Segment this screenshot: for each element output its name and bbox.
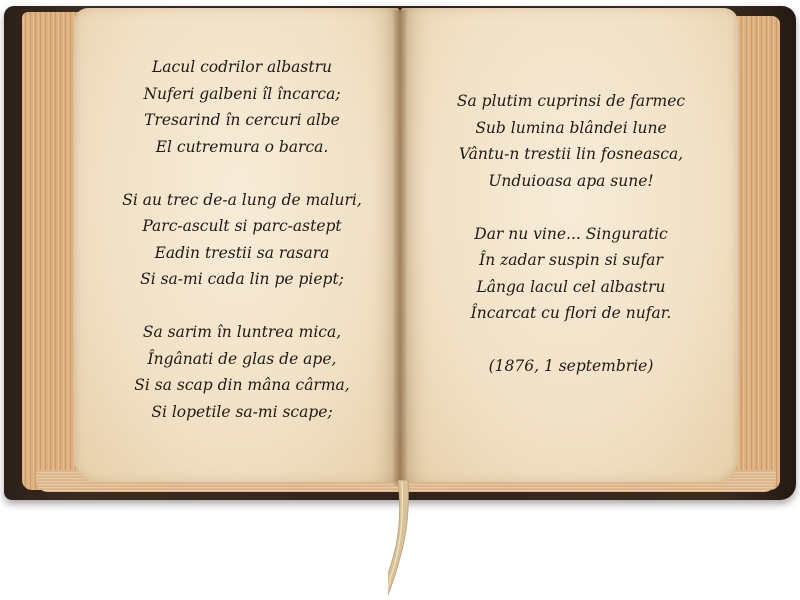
verse-line: Încarcat cu flori de nufar. (470, 304, 672, 322)
verse-line: Sa plutim cuprinsi de farmec (456, 92, 686, 110)
verse-line: Lânga lacul cel albastru (476, 277, 666, 296)
verse-line: Si lopetile sa-mi scape; (151, 402, 333, 421)
verse-line: Si sa scap din mâna cârma, (134, 376, 350, 394)
verse-line: Sa sarim în luntrea mica, (142, 323, 342, 341)
right-page-poem (436, 88, 706, 380)
verse-line: Vântu-n trestii lin fosneasca, (458, 145, 684, 163)
stanza (436, 221, 706, 327)
stanza (104, 319, 380, 425)
left-page-poem (104, 54, 380, 452)
bookmark-ribbon-icon (388, 480, 428, 600)
verse-line: El cutremura o barca. (155, 137, 329, 156)
verse-line: Unduioasa apa sune! (488, 171, 654, 190)
verse-line: Îngânati de glas de ape, (147, 349, 337, 368)
verse-line: Si sa-mi cada lin pe piept; (140, 270, 344, 288)
verse-line: Sub lumina blândei lune (475, 118, 667, 137)
stanza (104, 54, 380, 160)
poem-date: (1876, 1 septembrie) (488, 357, 654, 375)
verse-line: Lacul codrilor albastru (152, 58, 332, 76)
verse-line: Nuferi galbeni îl încarca; (143, 84, 341, 103)
book-gutter (392, 10, 408, 486)
stanza (104, 187, 380, 293)
verse-line: Tresarind în cercuri albe (144, 111, 340, 129)
verse-line: Dar nu vine... Singuratic (474, 224, 668, 243)
verse-line: Eadin trestii sa rasara (154, 243, 330, 262)
verse-line: Si au trec de-a lung de maluri, (122, 190, 362, 209)
stanza (436, 88, 706, 194)
verse-line: În zadar suspin si sufar (479, 251, 663, 269)
verse-line: Parc-ascult si parc-astept (142, 217, 342, 235)
